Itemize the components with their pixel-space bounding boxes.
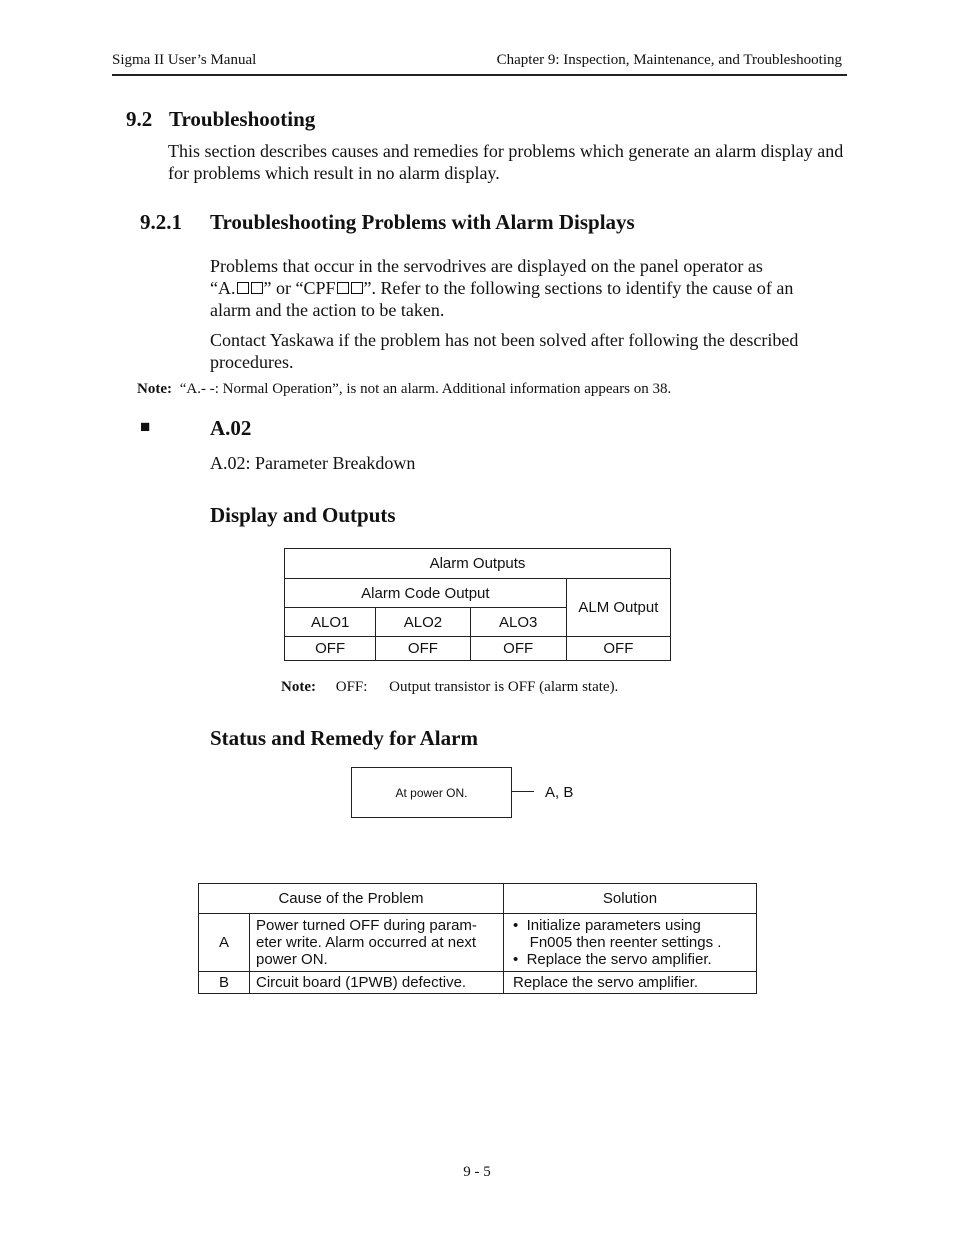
alo2-header: ALO2 — [376, 608, 470, 637]
cause-solution-table — [198, 883, 757, 994]
alarm-description: A.02: Parameter Breakdown — [210, 453, 416, 473]
alo2-value: OFF — [376, 637, 470, 661]
alarm-code-output-header: Alarm Code Output — [285, 579, 567, 608]
note-label: Note: — [137, 381, 172, 397]
row-id: A — [199, 914, 250, 972]
placeholder-box-icon — [351, 282, 363, 294]
output-note-label: Note: — [281, 679, 316, 695]
alo3-value: OFF — [470, 637, 566, 661]
alarm-outputs-table — [284, 548, 671, 661]
solution-line: • Replace the servo amplifier. — [513, 951, 712, 968]
bullet-square-icon: ■ — [140, 417, 151, 436]
flow-connector-line — [511, 791, 534, 792]
section-intro: This section describes causes and remedies for problems which generate an alarm display and for problems which result in no alarm display. — [168, 141, 844, 183]
flow-status-box: At power ON. — [351, 767, 512, 818]
table-row — [199, 914, 757, 972]
p1-quote-a: “A. — [210, 278, 236, 298]
header-manual-title: Sigma II User’s Manual — [112, 52, 257, 68]
cause-header: Cause of the Problem — [199, 884, 504, 914]
alarm-code: A.02 — [210, 416, 252, 440]
alo1-header: ALO1 — [285, 608, 376, 637]
section-title: Troubleshooting — [169, 107, 316, 131]
alarm-outputs-title: Alarm Outputs — [285, 549, 671, 579]
alm-output-header: ALM Output — [566, 579, 670, 637]
p1-quote-cpf: ” or “CPF — [263, 278, 336, 298]
solution-line: Fn005 then reenter settings . — [513, 934, 722, 951]
solution-header: Solution — [504, 884, 757, 914]
cause-line: Power turned OFF during param- — [256, 917, 477, 934]
header-rule — [112, 74, 847, 76]
cause-cell: Circuit board (1PWB) defective. — [250, 972, 504, 994]
output-note-text: Output transistor is OFF (alarm state). — [389, 679, 619, 695]
p1-line1: Problems that occur in the servodrives are displayed on the panel operator as — [210, 256, 763, 276]
display-outputs-heading: Display and Outputs — [210, 503, 396, 527]
subsection-paragraph-1 — [210, 255, 850, 321]
cause-line: power ON. — [256, 951, 328, 968]
header-chapter-title: Chapter 9: Inspection, Maintenance, and Troubleshooting — [496, 52, 842, 68]
solution-line: • Initialize parameters using — [513, 917, 701, 934]
placeholder-box-icon — [237, 282, 249, 294]
flow-cause-label: A, B — [545, 784, 574, 801]
p1-line3: alarm and the action to be taken. — [210, 300, 445, 320]
placeholder-box-icon — [337, 282, 349, 294]
solution-cell: Replace the servo amplifier. — [504, 972, 757, 994]
note-text: “A.- -: Normal Operation”, is not an alarm. Additional information appears on 38. — [179, 381, 672, 397]
cause-cell — [250, 914, 504, 972]
output-note-term: OFF: — [335, 679, 368, 695]
subsection-number: 9.2.1 — [140, 210, 182, 234]
cause-line: eter write. Alarm occurred at next — [256, 934, 477, 951]
page-number: 9 - 5 — [463, 1164, 491, 1180]
alo3-header: ALO3 — [470, 608, 566, 637]
alm-value: OFF — [566, 637, 670, 661]
solution-cell — [504, 914, 757, 972]
status-remedy-heading: Status and Remedy for Alarm — [210, 726, 478, 750]
subsection-title: Troubleshooting Problems with Alarm Displays — [210, 210, 635, 234]
row-id: B — [199, 972, 250, 994]
section-number: 9.2 — [126, 107, 153, 131]
p1-line2-rest: ”. Refer to the following sections to identify the cause of an — [363, 278, 794, 298]
placeholder-box-icon — [251, 282, 263, 294]
alo1-value: OFF — [285, 637, 376, 661]
subsection-paragraph-2: Contact Yaskawa if the problem has not been solved after following the described procedures. — [210, 330, 799, 372]
table-row — [199, 972, 757, 994]
